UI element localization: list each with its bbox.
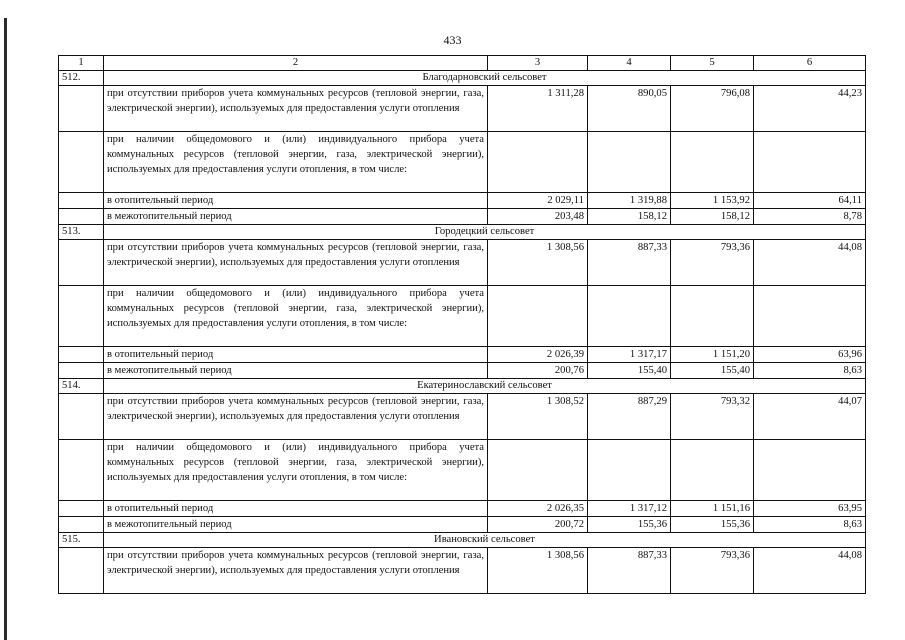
value-col-4: 1 317,12: [588, 501, 671, 517]
value-col-5: 796,08: [671, 86, 754, 132]
table-row: [59, 363, 866, 379]
value-col-4: 887,33: [588, 548, 671, 594]
row-description: в отопительный период: [104, 501, 488, 517]
table-row: [59, 394, 866, 440]
value-col-4: 155,36: [588, 517, 671, 533]
scan-edge-bar: [4, 18, 7, 640]
table-row: [59, 286, 866, 347]
row-number-cell: [59, 193, 104, 209]
value-col-3: 1 308,52: [488, 394, 588, 440]
section-title: Екатеринославский сельсовет: [104, 379, 866, 394]
value-col-4: 887,33: [588, 240, 671, 286]
header-col-2: 2: [104, 56, 488, 71]
value-col-4: 890,05: [588, 86, 671, 132]
table-row: [59, 132, 866, 193]
row-number-cell: [59, 209, 104, 225]
value-col-4: 1 317,17: [588, 347, 671, 363]
value-col-4: 1 319,88: [588, 193, 671, 209]
table-row: [59, 517, 866, 533]
value-col-3: [488, 440, 588, 501]
row-number-cell: [59, 440, 104, 501]
value-col-5: [671, 286, 754, 347]
value-col-4: [588, 286, 671, 347]
value-col-4: 158,12: [588, 209, 671, 225]
table-row: [59, 86, 866, 132]
value-col-5: 158,12: [671, 209, 754, 225]
section-number: 512.: [59, 71, 104, 86]
value-col-5: 1 151,20: [671, 347, 754, 363]
header-col-3: 3: [488, 56, 588, 71]
value-col-5: 155,40: [671, 363, 754, 379]
value-col-6: 44,07: [754, 394, 866, 440]
row-description: при наличии общедомового и (или) индивидуального прибора учета коммунальных ресурсов (тепловой энергии, газа, электрической энергии), используемых для предоставления услуги отопления, в том числе:: [104, 286, 488, 347]
header-col-4: 4: [588, 56, 671, 71]
value-col-6: 44,23: [754, 86, 866, 132]
row-description: при наличии общедомового и (или) индивидуального прибора учета коммунальных ресурсов (тепловой энергии, газа, электрической энергии), используемых для предоставления услуги отопления, в том числе:: [104, 440, 488, 501]
section-header-row: [59, 71, 866, 86]
section-number: 513.: [59, 225, 104, 240]
row-number-cell: [59, 240, 104, 286]
table-row: [59, 548, 866, 594]
tariff-table: [58, 55, 866, 594]
value-col-6: 8,63: [754, 517, 866, 533]
row-description: при отсутствии приборов учета коммунальных ресурсов (тепловой энергии, газа, электрической энергии), используемых для предоставления услуги отопления: [104, 548, 488, 594]
page-number: 433: [443, 33, 462, 47]
value-col-3: 2 026,35: [488, 501, 588, 517]
value-col-5: 155,36: [671, 517, 754, 533]
value-col-3: 200,72: [488, 517, 588, 533]
value-col-6: 8,63: [754, 363, 866, 379]
section-title: Ивановский сельсовет: [104, 533, 866, 548]
value-col-3: 2 026,39: [488, 347, 588, 363]
header-col-6: 6: [754, 56, 866, 71]
row-description: при отсутствии приборов учета коммунальных ресурсов (тепловой энергии, газа, электрической энергии), используемых для предоставления услуги отопления: [104, 86, 488, 132]
row-description: при отсутствии приборов учета коммунальных ресурсов (тепловой энергии, газа, электрической энергии), используемых для предоставления услуги отопления: [104, 394, 488, 440]
section-title: Благодарновский сельсовет: [104, 71, 866, 86]
table-row: [59, 440, 866, 501]
section-number: 514.: [59, 379, 104, 394]
row-description: в межотопительный период: [104, 517, 488, 533]
header-col-1: 1: [59, 56, 104, 71]
row-number-cell: [59, 394, 104, 440]
section-header-row: [59, 225, 866, 240]
value-col-6: 8,78: [754, 209, 866, 225]
value-col-5: 793,32: [671, 394, 754, 440]
table-body: [59, 56, 866, 594]
row-number-cell: [59, 548, 104, 594]
row-number-cell: [59, 347, 104, 363]
value-col-6: 63,96: [754, 347, 866, 363]
value-col-4: [588, 132, 671, 193]
value-col-5: 1 151,16: [671, 501, 754, 517]
value-col-3: 1 311,28: [488, 86, 588, 132]
row-number-cell: [59, 517, 104, 533]
row-description: в межотопительный период: [104, 209, 488, 225]
value-col-6: 63,95: [754, 501, 866, 517]
header-col-5: 5: [671, 56, 754, 71]
row-description: в межотопительный период: [104, 363, 488, 379]
section-number: 515.: [59, 533, 104, 548]
value-col-6: 44,08: [754, 240, 866, 286]
value-col-3: 2 029,11: [488, 193, 588, 209]
value-col-6: [754, 132, 866, 193]
table-row: [59, 240, 866, 286]
section-header-row: [59, 379, 866, 394]
row-number-cell: [59, 132, 104, 193]
row-description: при отсутствии приборов учета коммунальных ресурсов (тепловой энергии, газа, электрической энергии), используемых для предоставления услуги отопления: [104, 240, 488, 286]
value-col-3: [488, 286, 588, 347]
row-description: в отопительный период: [104, 193, 488, 209]
row-number-cell: [59, 363, 104, 379]
value-col-6: 44,08: [754, 548, 866, 594]
row-description: при наличии общедомового и (или) индивидуального прибора учета коммунальных ресурсов (тепловой энергии, газа, электрической энергии), используемых для предоставления услуги отопления, в том числе:: [104, 132, 488, 193]
value-col-5: 793,36: [671, 240, 754, 286]
value-col-5: [671, 132, 754, 193]
value-col-4: [588, 440, 671, 501]
value-col-6: [754, 286, 866, 347]
row-number-cell: [59, 286, 104, 347]
table-row: [59, 501, 866, 517]
value-col-4: 887,29: [588, 394, 671, 440]
value-col-3: 203,48: [488, 209, 588, 225]
row-description: в отопительный период: [104, 347, 488, 363]
table-row: [59, 193, 866, 209]
table-header-row: [59, 56, 866, 71]
row-number-cell: [59, 501, 104, 517]
row-number-cell: [59, 86, 104, 132]
table-row: [59, 209, 866, 225]
value-col-3: 1 308,56: [488, 240, 588, 286]
value-col-4: 155,40: [588, 363, 671, 379]
value-col-6: [754, 440, 866, 501]
section-title: Городецкий сельсовет: [104, 225, 866, 240]
table-row: [59, 347, 866, 363]
value-col-5: [671, 440, 754, 501]
value-col-3: [488, 132, 588, 193]
value-col-3: 200,76: [488, 363, 588, 379]
value-col-5: 1 153,92: [671, 193, 754, 209]
value-col-5: 793,36: [671, 548, 754, 594]
section-header-row: [59, 533, 866, 548]
value-col-3: 1 308,56: [488, 548, 588, 594]
value-col-6: 64,11: [754, 193, 866, 209]
